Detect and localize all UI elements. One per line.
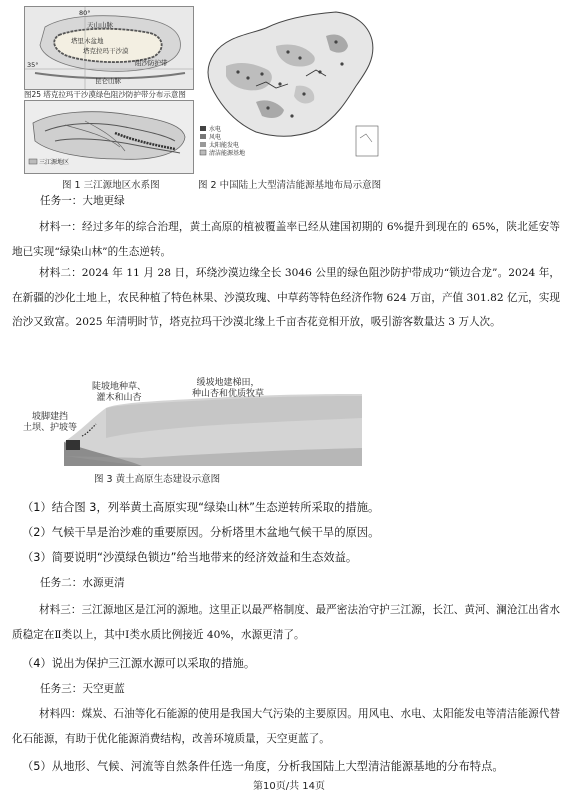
question-1: （1）结合图 3，列举黄土高原实现“绿染山林”生态逆转所采取的措施。 bbox=[22, 501, 380, 514]
fig1-legend-label: 三江源地区 bbox=[39, 159, 70, 166]
page-number: 第10页/共 14页 bbox=[253, 781, 325, 792]
task1-material2: 材料二：2024 年 11 月 28 日，环绕沙漠边缘全长 3046 公里的绿色阻沙防护带成功“锁边合龙”。2024 年，在新疆的沙化土地上，农民种植了特色林果、沙漠玫瑰、中草药等特色经济作物 624 万亩，产值 301.82 亿元，实现治沙又致富。2025 年清明时节，塔克拉玛干沙漠北缘上千亩杏花竞相开放，吸引游客数量达 3 万人次。 bbox=[12, 267, 560, 328]
question-3: （3）简要说明“沙漠绿色锁边”给当地带来的经济效益和生态效益。 bbox=[22, 551, 358, 564]
fig2-legend-solar: 太阳能发电 bbox=[209, 142, 240, 149]
fig1-river-map bbox=[24, 100, 194, 174]
fig1-map-graphic bbox=[25, 101, 193, 173]
task1-title: 任务一：大地更绿 bbox=[40, 195, 125, 207]
fig25-kunlun-label: 昆仑山脉 bbox=[95, 77, 121, 85]
fig2-legend-wind: 风电 bbox=[209, 134, 222, 141]
fig25-lon-label: 80° bbox=[79, 9, 91, 17]
question-5: （5）从地形、气候、河流等自然条件任选一角度，分析我国陆上大型清洁能源基地的分布特点。 bbox=[22, 760, 504, 773]
question-4: （4）说出为保护三江源水源可以采取的措施。 bbox=[22, 657, 256, 670]
fig25-map-graphic bbox=[25, 7, 193, 89]
task3-title: 任务三：天空更蓝 bbox=[40, 683, 125, 695]
fig25-basin-label: 塔里木盆地 bbox=[71, 37, 104, 45]
fig2-legend-hydro: 水电 bbox=[209, 126, 222, 133]
task2-title: 任务二：水源更清 bbox=[40, 577, 125, 589]
fig25-desert-label: 塔克拉玛干沙漠 bbox=[83, 47, 129, 55]
question-2: （2）气候干旱是治沙难的重要原因。分析塔里木盆地气候干旱的原因。 bbox=[22, 526, 380, 539]
task2-material3: 材料三：三江源地区是江河的源地。这里正以最严格制度、最严密法治守护三江源，长江、黄河、澜沧江出省水质稳定在Ⅱ类以上，其中Ⅰ类水质比例接近 40%，水源更清了。 bbox=[12, 604, 560, 641]
fig2-map-graphic bbox=[196, 6, 382, 166]
fig2-legend-base: 清洁能源基地 bbox=[209, 150, 246, 157]
fig3-label-left: 坡脚建挡 土坝、护坡等 bbox=[22, 412, 77, 433]
task3-material4: 材料四：煤炭、石油等化石能源的使用是我国大气污染的主要原因。用风电、水电、太阳能发电等清洁能源代替化石能源，有助于优化能源消费结构，改善环境质量，天空更蓝了。 bbox=[12, 708, 560, 745]
fig25-belt-label: 阻沙防护带 bbox=[135, 59, 168, 67]
fig3-caption: 图 3 黄土高原生态建设示意图 bbox=[94, 474, 221, 485]
fig2-energy-map bbox=[196, 6, 382, 166]
fig1-caption: 图 1 三江源地区水系图 bbox=[62, 180, 160, 191]
fig25-desert-map bbox=[24, 6, 194, 90]
fig2-caption: 图 2 中国陆上大型清洁能源基地布局示意图 bbox=[198, 180, 382, 191]
fig25-tianshan-label: 天山山脉 bbox=[87, 21, 113, 29]
task1-material1: 材料一：经过多年的综合治理，黄土高原的植被覆盖率已经从建国初期的 6%提升到现在的 65%，陕北延安等地已实现“绿染山林”的生态逆转。 bbox=[12, 221, 560, 258]
fig25-lat-label: 35° bbox=[27, 61, 39, 69]
fig3-label-middle: 陡坡地种草、 灌木和山杏 bbox=[91, 382, 146, 403]
fig25-caption: 图25 塔克拉玛干沙漠绿色阻沙防护带分布示意图 bbox=[24, 90, 186, 99]
fig3-label-right: 缓坡地建梯田， 种山杏和优质牧草 bbox=[191, 378, 264, 399]
